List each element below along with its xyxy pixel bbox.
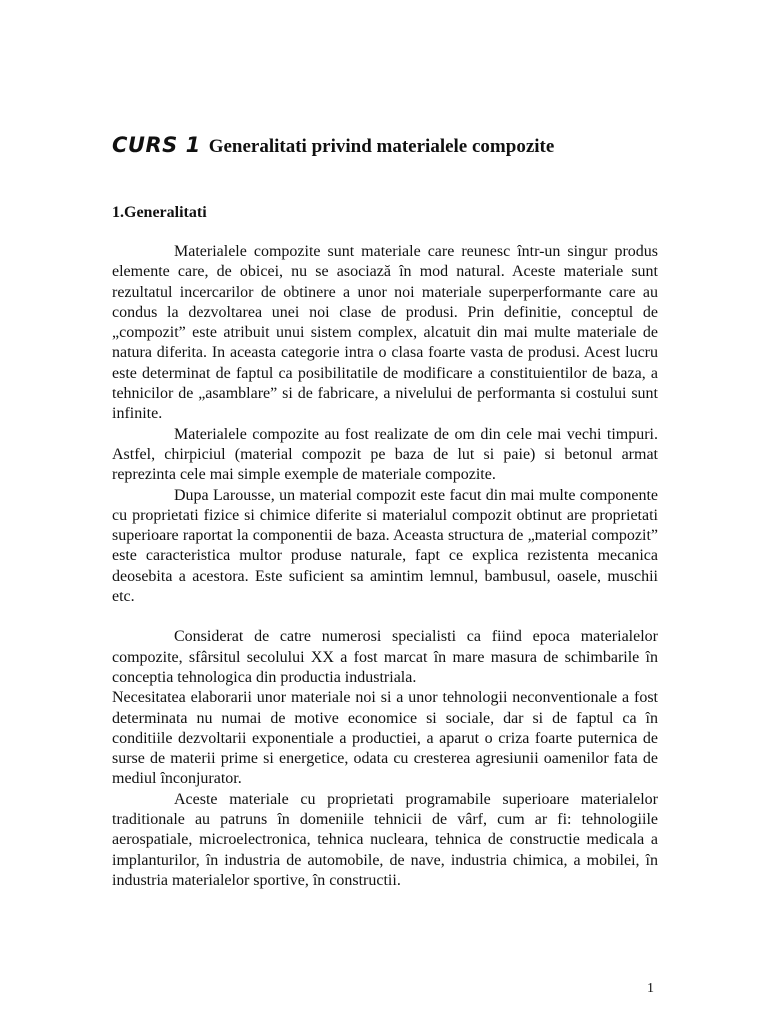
course-label: CURS 1 (112, 133, 201, 157)
paragraph: Aceste materiale cu proprietati programabile superioare materialelor traditionale au patruns în domeniile tehnicii de vârf, cum ar fi: tehnologiile aerospatiale, microelectronica, tehnica nucleara, tehnica de constructie medicala a implanturilor, în industria de automobile, de nave, industria chimica, a mobilei, în industria materialelor sportive, în constructii. (112, 790, 658, 889)
section-heading: 1.Generalitati (112, 204, 207, 221)
paragraph: Materialele compozite sunt materiale care reunesc într-un singur produs elemente care, de obicei, nu se asociază în mod natural. Aceste materiale sunt rezultatul incercarilor de obtinere a unor noi materiale superperformante care au condus la dezvoltarea unei noi clase de produsi. Prin definitie, conceptul de „compozit” este atribuit unui sistem complex, alcatuit din mai multe materiale de natura diferita. In aceasta categorie intra o clasa foarte vasta de produsi. Acest lucru este determinat de faptul ca posibilitatile de modificare a constituientilor de baza, a tehnicilor de „asamblare” si de fabricare, a nivelului de performanta si costului sunt infinite. (112, 243, 658, 423)
paragraph: Necesitatea elaborarii unor materiale noi si a unor tehnologii neconventionale a fost determinata nu numai de motive economice si sociale, dar si de faptul ca în conditiile dezvoltarii exponentiale a productiei, a aparut o criza foarte puternica de surse de materii prime si energetice, odata cu cresterea agresiunii oamenilor fata de mediul înconjurator. (112, 689, 658, 788)
course-heading: Generalitati privind materialele compozite (208, 136, 555, 157)
paragraph: Considerat de catre numerosi specialisti ca fiind epoca materialelor compozite, sfârsitul secolului XX a fost marcat în mare masura de schimbarile în conceptia tehnologica din productia industriala. (112, 628, 658, 686)
paragraph: Materialele compozite au fost realizate de om din cele mai vechi timpuri. Astfel, chirpiciul (material compozit pe baza de lut si paie) si betonul armat reprezinta cele mai simple exemple de materiale compozite. (112, 425, 658, 484)
document-body (112, 242, 658, 891)
page-number: 1 (647, 981, 654, 996)
page-title (112, 133, 554, 158)
paragraph: Dupa Larousse, un material compozit este facut din mai multe componente cu proprietati fizice si chimice diferite si materialul compozit obtinut are proprietati superioare raportat la componentii de baza. Aceasta structura de „material compozit” este caracteristica multor produse naturale, fapt ce explica rezistenta mecanica deosebita a acestora. Este suficient sa amintim lemnul, bambusul, oasele, muschii etc. (112, 486, 658, 606)
